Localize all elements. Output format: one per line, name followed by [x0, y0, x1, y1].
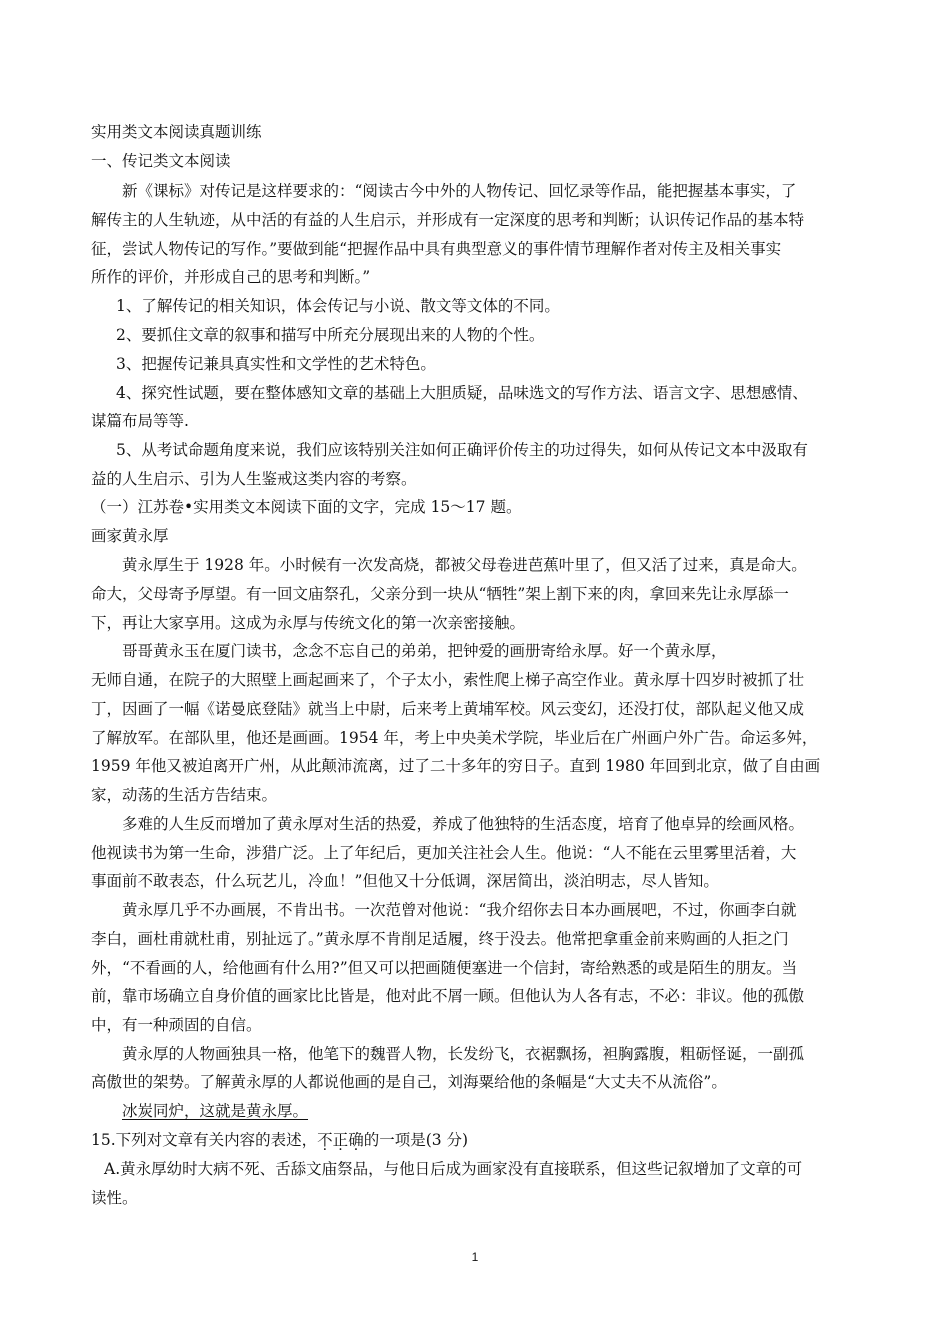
- article-line: 了解放军。在部队里，他还是画画。1954 年，考上中央美术学院，毕业后在广州画户外广告。命运多舛，: [91, 729, 818, 747]
- page-number: 1: [471, 1250, 479, 1264]
- point-item: 4、探究性试题，要在整体感知文章的基础上大胆质疑，品味选文的写作方法、语言文字、思想感情、: [116, 384, 808, 402]
- article-line: 哥哥黄永玉在厦门读书，念念不忘自己的弟弟，把钟爱的画册寄给永厚。好一个黄永厚，: [122, 642, 727, 660]
- article-line: 中，有一种顽固的自信。: [91, 1016, 262, 1034]
- article-line: 丁，因画了一幅《诺曼底登陆》就当上中尉，后来考上黄埔军校。风云变幻，还没打仗，部队起义他又成: [91, 700, 805, 718]
- point-item: 1、了解传记的相关知识，体会传记与小说、散文等文体的不同。: [116, 297, 560, 315]
- article-line: 1959 年他又被迫离开广州，从此颠沛流离，过了二十多年的穷日子。直到 1980 年回到北京，做了自由画: [91, 757, 821, 775]
- article-line: 前，靠市场确立自身价值的画家比比皆是，他对此不屑一顾。但他认为人各有志，不必：非议。他的孤傲: [91, 987, 805, 1005]
- article-line: 黄永厚的人物画独具一格，他笔下的魏晋人物，长发纷飞，衣裾飘扬，袒胸露腹，粗砺怪诞，一副孤: [122, 1045, 805, 1063]
- article-line: 李白，画杜甫就杜甫，别扯远了。”黄永厚不肯削足适履，终于没去。他常把拿重金前来购画的人拒之门: [91, 930, 789, 948]
- question-text: 的一项是(3 分): [363, 1131, 469, 1149]
- article-line: 事面前不敢表态，什么玩艺儿，冷血！”但他又十分低调，深居简出，淡泊明志，尽人皆知。: [91, 872, 719, 890]
- question-15: [91, 1130, 468, 1150]
- article-line: 黄永厚几乎不办画展，不肯出书。一次范曾对他说：“我介绍你去日本办画展吧，不过，你画李白就: [122, 901, 797, 919]
- emphasis-char: 确: [348, 1131, 364, 1149]
- point-item: 5、从考试命题角度来说，我们应该特别关注如何正确评价传主的功过得失，如何从传记文本中汲取有: [116, 441, 808, 459]
- emphasis-char: 不: [317, 1131, 333, 1149]
- question-text: 15.下列对文章有关内容的表述，: [91, 1131, 318, 1149]
- article-line: 命大，父母寄予厚望。有一回文庙祭孔，父亲分到一块从“牺牲”架上割下来的肉，拿回来先让永厚舔一: [91, 585, 789, 603]
- article-line: 家，动荡的生活方告结束。: [91, 786, 278, 804]
- point-item: 谋篇布局等等.: [91, 412, 189, 430]
- intro-line: 所作的评价，并形成自己的思考和判断。”: [91, 268, 371, 286]
- option-a-line: A.黄永厚幼时大病不死、舌舔文庙祭品，与他日后成为画家没有直接联系，但这些记叙增加了文章的可: [104, 1160, 803, 1178]
- intro-line: 新《课标》对传记是这样要求的：“阅读古今中外的人物传记、回忆录等作品，能把握基本事实，了: [122, 182, 797, 200]
- point-item: 益的人生启示、引为人生鉴戒这类内容的考察。: [91, 470, 417, 488]
- doc-title: 实用类文本阅读真题训练: [91, 123, 262, 141]
- point-item: 2、要抓住文章的叙事和描写中所充分展现出来的人物的个性。: [116, 326, 545, 344]
- article-line: 外，“不看画的人，给他画有什么用?”但又可以把画随便塞进一个信封，寄给熟悉的或是陌生的朋友。当: [91, 959, 798, 977]
- section-heading: 一、传记类文本阅读: [91, 152, 231, 170]
- article-line: 多难的人生反而增加了黄永厚对生活的热爱，养成了他独特的生活态度，培育了他卓异的绘画风格。: [122, 815, 805, 833]
- article-line: 黄永厚生于 1928 年。小时候有一次发高烧，都被父母卷进芭蕉叶里了，但又活了过来，真是命大。: [122, 556, 807, 574]
- article-line: 下，再让大家享用。这成为永厚与传统文化的第一次亲密接触。: [91, 614, 526, 632]
- article-title: 画家黄永厚: [91, 527, 169, 545]
- option-a-line: 读性。: [91, 1189, 138, 1207]
- task-instruction: （一）江苏卷•实用类文本阅读下面的文字，完成 15～17 题。: [91, 498, 522, 516]
- article-line: 高傲世的架势。了解黄永厚的人都说他画的是自己，刘海粟给他的条幅是“大丈夫不从流俗”。: [91, 1073, 727, 1091]
- article-line: 他视读书为第一生命，涉猎广泛。上了年纪后，更加关注社会人生。他说：“人不能在云里雾里活着，大: [91, 844, 797, 862]
- emphasis-char: 正: [332, 1131, 349, 1149]
- point-item: 3、把握传记兼具真实性和文学性的艺术特色。: [116, 355, 436, 373]
- intro-line: 解传主的人生轨迹，从中活的有益的人生启示，并形成有一定深度的思考和判断；认识传记作品的基本特: [91, 211, 805, 229]
- article-line: 无师自通，在院子的大照壁上画起画来了，个子太小，索性爬上梯子高空作业。黄永厚十四岁时被抓了壮: [91, 671, 805, 689]
- intro-line: 征，尝试人物传记的写作。”要做到能“把握作品中具有典型意义的事件情节理解作者对传主及相关事实: [91, 240, 782, 258]
- article-closing-line: 冰炭同炉，这就是黄永厚。: [122, 1102, 309, 1120]
